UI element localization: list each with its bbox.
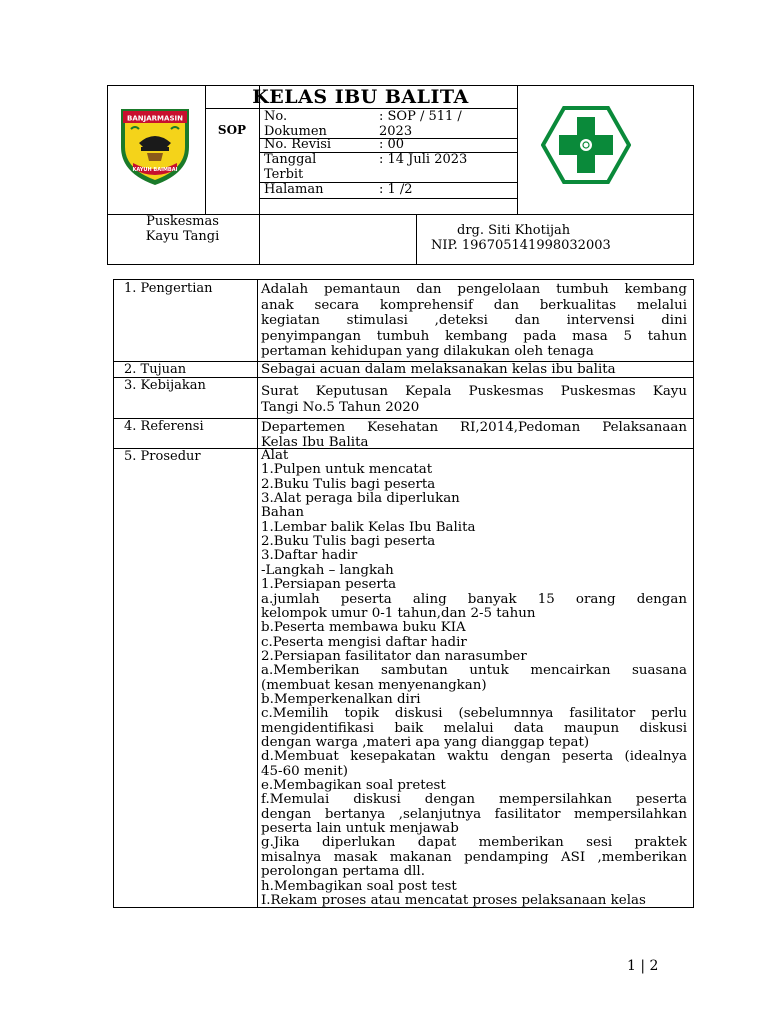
- prosedur-line: 1.Pulpen untuk mencatat: [261, 462, 433, 478]
- meta-value-issue-date: : 14 Juli 2023: [379, 152, 468, 167]
- prosedur-line: dengan warga ,materi apa yang dianggap tepat): [261, 735, 590, 750]
- document-title: KELAS IBU BALITA: [252, 86, 469, 108]
- sop-label: SOP: [217, 123, 247, 137]
- prosedur-line: 2.Buku Tulis bagi peserta: [261, 534, 436, 550]
- meta-value-revision: : 00: [379, 137, 405, 152]
- prosedur-line: 3.Daftar hadir: [261, 548, 358, 564]
- meta-key-revision: No. Revisi: [264, 137, 332, 152]
- prosedur-line: 3.Alat peraga bila diperlukan: [261, 491, 460, 507]
- prosedur-line: peserta lain untuk menjawab: [261, 821, 459, 837]
- prosedur-line: 45-60 menit): [261, 763, 348, 779]
- meta-key-document-no: No. Dokumen: [264, 109, 327, 139]
- prosedur-line: b.Memperkenalkan diri: [261, 691, 421, 707]
- row-label-kebijakan: 3. Kebijakan: [124, 378, 206, 393]
- puskesmas-logo: [541, 105, 631, 185]
- prosedur-line: (membuat kesan menyenangkan): [261, 677, 487, 693]
- row-label-tujuan: 2. Tujuan: [124, 362, 187, 377]
- meta-value-document-no: : SOP / 511 / 2023: [379, 109, 462, 139]
- institution-name: Puskesmas Kayu Tangi: [145, 214, 220, 244]
- prosedur-line: g.Jika diperlukan dapat memberikan sesi praktek: [261, 836, 687, 851]
- prosedur-line: e.Membagikan soal pretest: [261, 778, 446, 794]
- prosedur-line: a.Memberikan sambutan untuk mencairkan suasana: [261, 664, 687, 679]
- page-number: 1 | 2: [627, 958, 659, 974]
- signatory-name: drg. Siti Khotijah: [457, 223, 571, 238]
- prosedur-line: I.Rekam proses atau mencatat proses pelaksanaan kelas: [261, 892, 646, 908]
- prosedur-line: misalnya masak makanan pendamping ASI ,memberikan: [261, 850, 687, 865]
- meta-value-page: : 1 /2: [379, 182, 413, 197]
- referensi-text: Departemen Kesehatan RI,2014,Pedoman Pelaksanaan Kelas Ibu Balita: [261, 420, 687, 450]
- meta-key-issue-date: Tanggal Terbit: [264, 152, 317, 182]
- pengertian-text: Adalah pemantaun dan pengelolaan tumbuh kembang anak secara komprehensif dan berkualitas melalui kegiatan stimulasi ,deteksi dan intervensi dini penyimpangan tumbuh kembang pada masa 5 tahun pertaman kehidupan yang dilakukan oleh tenaga: [261, 282, 687, 359]
- svg-text:BANJARMASIN: BANJARMASIN: [127, 114, 183, 123]
- signatory-nip: NIP. 196705141998032003: [431, 238, 611, 253]
- prosedur-line: c.Memilih topik diskusi (sebelumnnya fasilitator perlu: [261, 707, 687, 722]
- prosedur-line: -Langkah – langkah: [261, 562, 394, 578]
- prosedur-line: a.jumlah peserta aling banyak 15 orang dengan: [261, 592, 687, 607]
- prosedur-line: perolongan pertama dll.: [261, 864, 425, 880]
- row-label-pengertian: 1. Pengertian: [124, 281, 213, 296]
- prosedur-line: b.Peserta membawa buku KIA: [261, 620, 466, 636]
- prosedur-line: 2.Buku Tulis bagi peserta: [261, 476, 436, 492]
- prosedur-line: Alat: [261, 448, 289, 463]
- row-label-prosedur: 5. Prosedur: [124, 449, 201, 464]
- prosedur-line: kelompok umur 0-1 tahun,dan 2-5 tahun: [261, 605, 536, 621]
- prosedur-line: dengan bertanya ,selanjutnya fasilitator mempersilahkan: [261, 807, 687, 822]
- prosedur-line: 1.Persiapan peserta: [261, 577, 397, 593]
- prosedur-line: 2.Persiapan fasilitator dan narasumber: [261, 648, 527, 664]
- prosedur-line: f.Memulai diskusi dengan mempersilahkan peserta: [261, 793, 687, 808]
- prosedur-line: Bahan: [261, 505, 305, 521]
- meta-key-page: Halaman: [264, 182, 324, 197]
- prosedur-line: 1.Lembar balik Kelas Ibu Balita: [261, 519, 476, 535]
- prosedur-line: h.Membagikan soal post test: [261, 878, 457, 894]
- svg-text:KAYUH BAIMBAI: KAYUH BAIMBAI: [132, 167, 178, 173]
- prosedur-line: mengidentifikasi baik melalui data maupun diskusi: [261, 721, 687, 736]
- banjarmasin-logo: [117, 103, 193, 187]
- tujuan-text: Sebagai acuan dalam melaksanakan kelas ibu balita: [261, 362, 616, 377]
- prosedur-line: c.Peserta mengisi daftar hadir: [261, 634, 467, 650]
- row-label-referensi: 4. Referensi: [124, 419, 204, 434]
- prosedur-text: [261, 449, 687, 907]
- kebijakan-text: Surat Keputusan Kepala Puskesmas Puskesmas Kayu Tangi No.5 Tahun 2020: [261, 384, 687, 415]
- prosedur-line: d.Membuat kesepakatan waktu dengan peserta (idealnya: [261, 750, 687, 765]
